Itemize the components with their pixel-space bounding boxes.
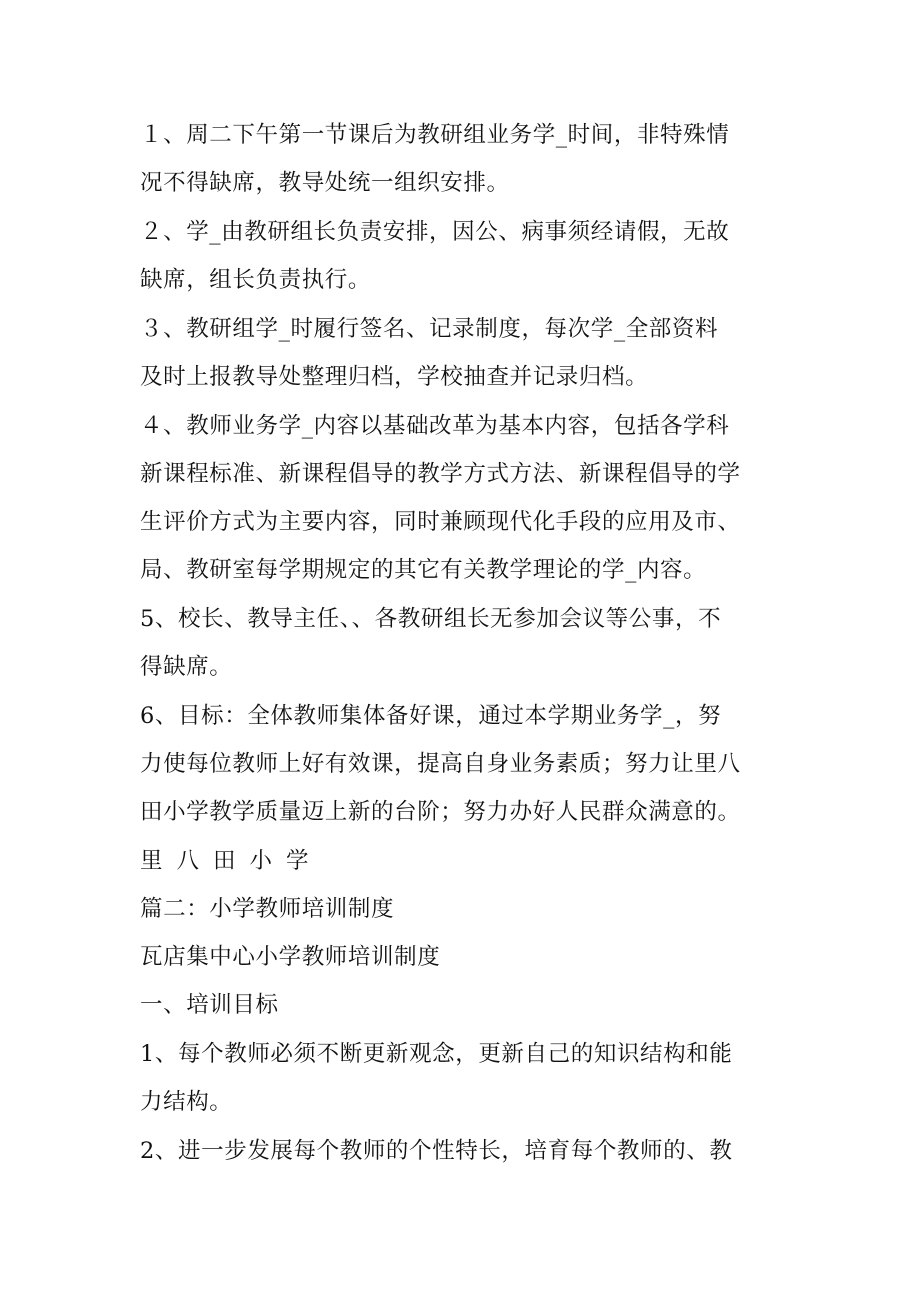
paragraph-line-2: 况不得缺席，教导处统一组织安排。 <box>140 170 510 196</box>
paragraph-line-14: 力使每位教师上好有效课，提高自身业务素质；努力让里八 <box>140 751 741 777</box>
paragraph-line-13: 6、目标：全体教师集体备好课，通过本学期业务学_，努 <box>140 703 722 729</box>
paragraph-line-9: 生评价方式为主要内容，同时兼顾现代化手段的应用及市、 <box>140 509 741 535</box>
paragraph-line-11: 5、校长、教导主任、、各教研组长无参加会议等公事，不 <box>140 606 722 632</box>
paragraph-line-1: １、周二下午第一节课后为教研组业务学_时间，非特殊情 <box>140 122 730 148</box>
paragraph-line-4: 缺席，组长负责执行。 <box>140 267 372 293</box>
paragraph-line-7: ４、教师业务学_内容以基础改革为基本内容，包括各学科 <box>140 413 730 439</box>
section-heading: 篇二：小学教师培训制度 <box>140 896 395 922</box>
paragraph-line-3: ２、学_由教研组长负责安排，因公、病事须经请假，无故 <box>140 219 730 245</box>
paragraph-line-15: 田小学教学质量迈上新的台阶；努力办好人民群众满意的。 <box>140 799 741 825</box>
subsection-heading: 一、培训目标 <box>140 992 279 1018</box>
paragraph-line-6: 及时上报教导处整理归档，学校抽查并记录归档。 <box>140 364 649 390</box>
school-signature: 里八田小学 <box>140 848 323 874</box>
paragraph-line-18: 2、进一步发展每个教师的个性特长，培育每个教师的、教 <box>140 1138 733 1164</box>
paragraph-line-17: 力结构。 <box>140 1089 233 1115</box>
paragraph-line-5: ３、教研组学_时履行签名、记录制度，每次学_全部资料 <box>140 316 719 342</box>
paragraph-line-8: 新课程标准、新课程倡导的教学方式方法、新课程倡导的学 <box>140 461 741 487</box>
paragraph-line-16: 1、每个教师必须不断更新观念，更新自己的知识结构和能 <box>140 1041 733 1067</box>
paragraph-line-10: 局、教研室每学期规定的其它有关教学理论的学_内容。 <box>140 557 707 583</box>
document-title: 瓦店集中心小学教师培训制度 <box>140 944 441 970</box>
paragraph-line-12: 得缺席。 <box>140 654 233 680</box>
